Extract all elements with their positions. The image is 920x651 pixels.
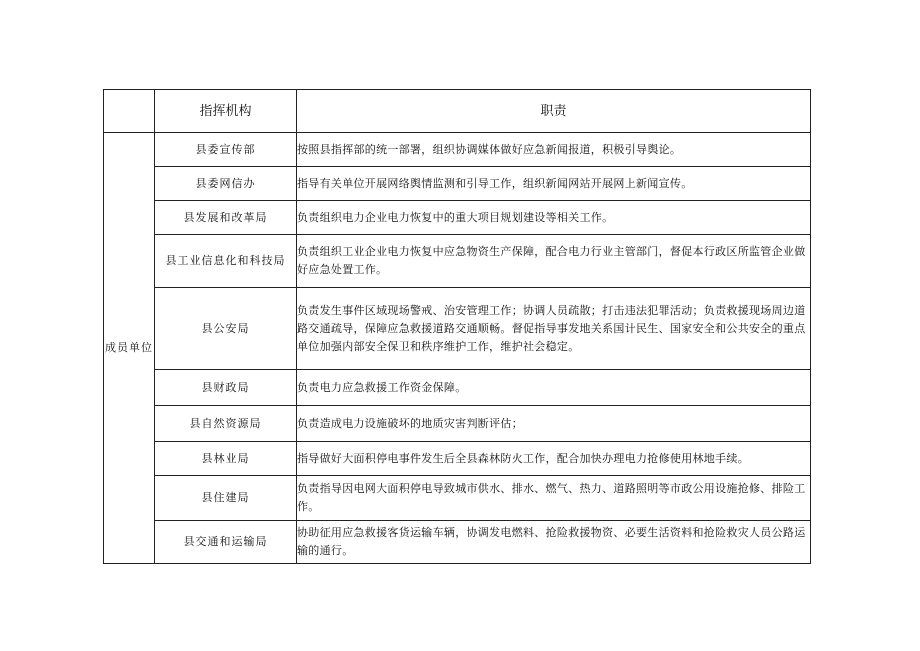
table-row [104,288,811,370]
agency-cell: 县公安局 [155,288,297,370]
agency-cell: 县林业局 [155,442,297,476]
agency-cell: 县交通和运输局 [155,521,297,564]
duty-cell: 负责发生事件区域现场警戒、治安管理工作；协调人员疏散；打击违法犯罪活动；负责救援现场周边道路交通疏导，保障应急救援道路交通顺畅。督促指导事发地关系国计民生、国家安全和公共安全的重点单位加强内部安全保卫和秩序维护工作，维护社会稳定。 [297,288,811,370]
header-blank-cell [104,90,155,133]
agency-cell: 县住建局 [155,476,297,521]
duty-cell: 指导做好大面积停电事件发生后全县森林防火工作，配合加快办理电力抢修使用林地手续。 [297,442,811,476]
table-row [104,406,811,442]
header-agency: 指挥机构 [155,90,297,133]
table-row [104,201,811,235]
group-label-cell: 成员单位 [104,133,155,564]
agency-cell: 县自然资源局 [155,406,297,442]
table-row [104,167,811,201]
agency-cell: 县委宣传部 [155,133,297,167]
duty-cell: 协助征用应急救援客货运输车辆，协调发电燃料、抢险救援物资、必要生活资料和抢险救灾人员公路运输的通行。 [297,521,811,564]
duty-cell: 按照县指挥部的统一部署，组织协调媒体做好应急新闻报道，积极引导舆论。 [297,133,811,167]
agency-cell: 县财政局 [155,370,297,406]
agency-cell: 县委网信办 [155,167,297,201]
agency-cell: 县工业信息化和科技局 [155,235,297,288]
duty-cell: 负责组织电力企业电力恢复中的重大项目规划建设等相关工作。 [297,201,811,235]
table-header-row [104,90,811,133]
table-row [104,133,811,167]
table-row [104,370,811,406]
duty-cell: 指导有关单位开展网络舆情监测和引导工作，组织新闻网站开展网上新闻宣传。 [297,167,811,201]
table-row [104,476,811,521]
table-row [104,521,811,564]
duty-cell: 负责指导因电网大面积停电导致城市供水、排水、燃气、热力、道路照明等市政公用设施抢修、排险工作。 [297,476,811,521]
duty-cell: 负责造成电力设施破坏的地质灾害判断评估； [297,406,811,442]
table-row [104,442,811,476]
duty-cell: 负责电力应急救援工作资金保障。 [297,370,811,406]
duty-table [103,89,811,564]
agency-cell: 县发展和改革局 [155,201,297,235]
table-row [104,235,811,288]
header-duty: 职责 [297,90,811,133]
duty-cell: 负责组织工业企业电力恢复中应急物资生产保障，配合电力行业主管部门，督促本行政区所监管企业做好应急处置工作。 [297,235,811,288]
